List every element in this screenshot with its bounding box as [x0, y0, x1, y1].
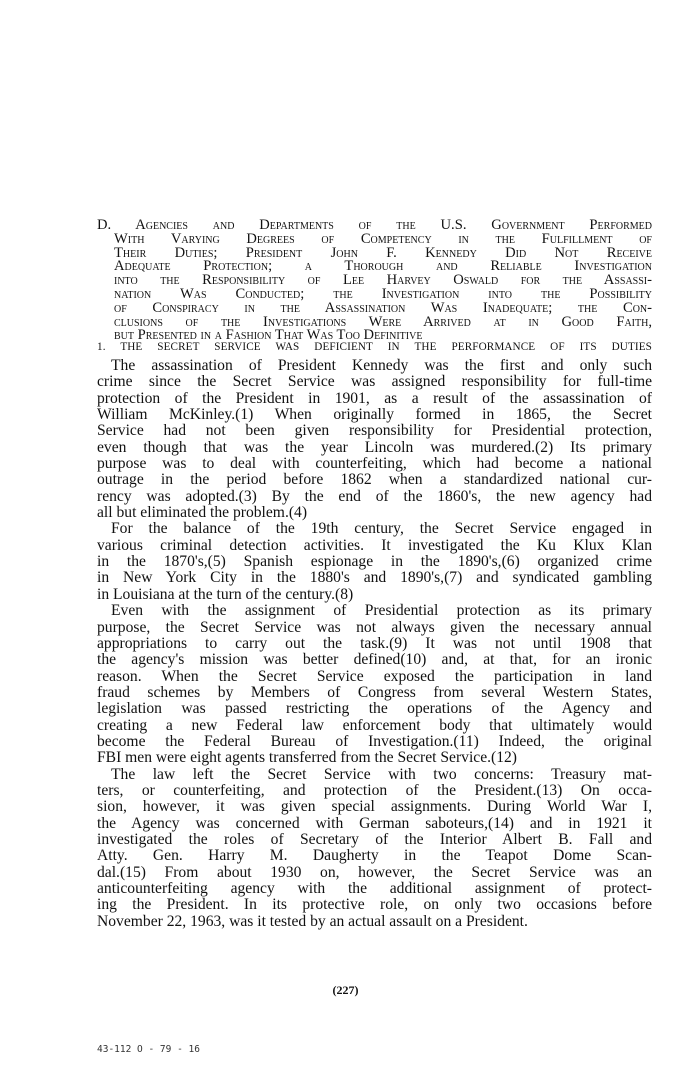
text-line: The assassination of President Kennedy was the first and only such	[111, 357, 652, 374]
text-line: FBI men were eight agents transferred from the Secret Service.(12)	[97, 749, 518, 767]
heading-line: Adequate Protection; a Thorough and Reliable Investigation	[114, 258, 652, 275]
text-line: even though that was the year Lincoln was murdered.(2) Its primary	[97, 438, 652, 456]
text-line: protection of the President in 1901, as a result of the assassination of	[97, 389, 652, 407]
heading-line: D. Agencies and Departments of the U.S. Government Performed	[97, 217, 652, 233]
heading-line: clusions of the Investigations Were Arrived at in Good Faith,	[114, 313, 652, 330]
text-line: ters, or counterfeiting, and protection of the President.(13) On occa-	[97, 781, 652, 799]
text-line: fraud schemes by Members of Congress from several Western States,	[97, 683, 652, 701]
text-line: November 22, 1963, was it tested by an actual assault on a President.	[97, 912, 528, 930]
text-line: in Louisiana at the turn of the century.(8)	[97, 585, 354, 603]
subsection-title: 1. THE SECRET SERVICE WAS DEFICIENT IN THE PERFORMANCE OF ITS DUTIES	[97, 341, 652, 353]
heading-line: of Conspiracy in the Assassination Was Inadequate; the Con-	[114, 299, 652, 316]
text-line: Even with the assignment of Presidential protection as its primary	[111, 602, 652, 620]
paragraph	[97, 603, 652, 766]
text-line: become the Federal Bureau of Investigation.(11) Indeed, the original	[97, 732, 652, 750]
page-number: (227)	[332, 983, 359, 997]
text-line: reason. When the Secret Service exposed the participation in land	[97, 667, 652, 685]
body-text	[97, 358, 652, 930]
text-line: anticounterfeiting agency with the additional assignment of protect-	[97, 880, 652, 897]
print-code: 43-112 O - 79 - 16	[97, 1044, 200, 1055]
heading-line: but Presented in a Fashion That Was Too Definitive	[114, 327, 423, 344]
text-line: For the balance of the 19th century, the Secret Service engaged in	[111, 520, 652, 538]
text-line: outrage in the period before 1862 when a standardized national cur-	[97, 471, 652, 489]
text-line: dal.(15) From about 1930 on, however, the Secret Service was an	[97, 863, 652, 881]
text-line: appropriations to carry out the task.(9) It was not until 1908 that	[97, 634, 652, 652]
text-line: in the 1870's,(5) Spanish espionage in the 1890's,(6) organized crime	[97, 553, 652, 571]
section-heading	[97, 219, 652, 343]
text-line: crime since the Secret Service was assigned responsibility for full-time	[97, 373, 652, 391]
text-line: investigated the roles of Secretary of the Interior Albert B. Fall and	[97, 830, 652, 848]
paragraph	[97, 358, 652, 521]
text-line: the Agency was concerned with German saboteurs,(14) and in 1921 it	[97, 814, 652, 832]
text-line: legislation was passed restricting the operations of the Agency and	[97, 700, 652, 718]
text-line: Service had not been given responsibility for Presidential protection,	[97, 422, 652, 440]
text-line: all but eliminated the problem.(4)	[97, 504, 308, 522]
text-line: Atty. Gen. Harry M. Daugherty in the Teapot Dome Scan-	[97, 847, 652, 865]
text-line: various criminal detection activities. It investigated the Ku Klux Klan	[97, 536, 652, 554]
text-line: rency was adopted.(3) By the end of the 1860's, the new agency had	[97, 487, 652, 505]
text-line: sion, however, it was given special assignments. During World War I,	[97, 798, 652, 816]
paragraph	[97, 767, 652, 930]
text-line: creating a new Federal law enforcement body that ultimately would	[97, 716, 652, 734]
heading-line: into the Responsibility of Lee Harvey Oswald for the Assassi-	[114, 272, 652, 289]
text-line: ing the President. In its protective role, on only two occasions before	[97, 896, 652, 914]
text-line: in New York City in the 1880's and 1890's,(7) and syndicated gambling	[97, 569, 652, 587]
heading-line: Their Duties; President John F. Kennedy Did Not Receive	[114, 244, 652, 261]
text-line: purpose, the Secret Service was not always given the necessary annual	[97, 618, 652, 636]
heading-line: With Varying Degrees of Competency in the Fulfillment of	[114, 230, 652, 247]
text-line: The law left the Secret Service with two concerns: Treasury mat-	[111, 765, 652, 783]
text-line: the agency's mission was better defined(10) and, at that, for an ironic	[97, 651, 652, 669]
text-line: purpose was to deal with counterfeiting, which had become a national	[97, 455, 652, 473]
paragraph	[97, 521, 652, 603]
text-line: William McKinley.(1) When originally formed in 1865, the Secret	[97, 406, 652, 424]
heading-line: nation Was Conducted; the Investigation into the Possibility	[114, 285, 652, 302]
